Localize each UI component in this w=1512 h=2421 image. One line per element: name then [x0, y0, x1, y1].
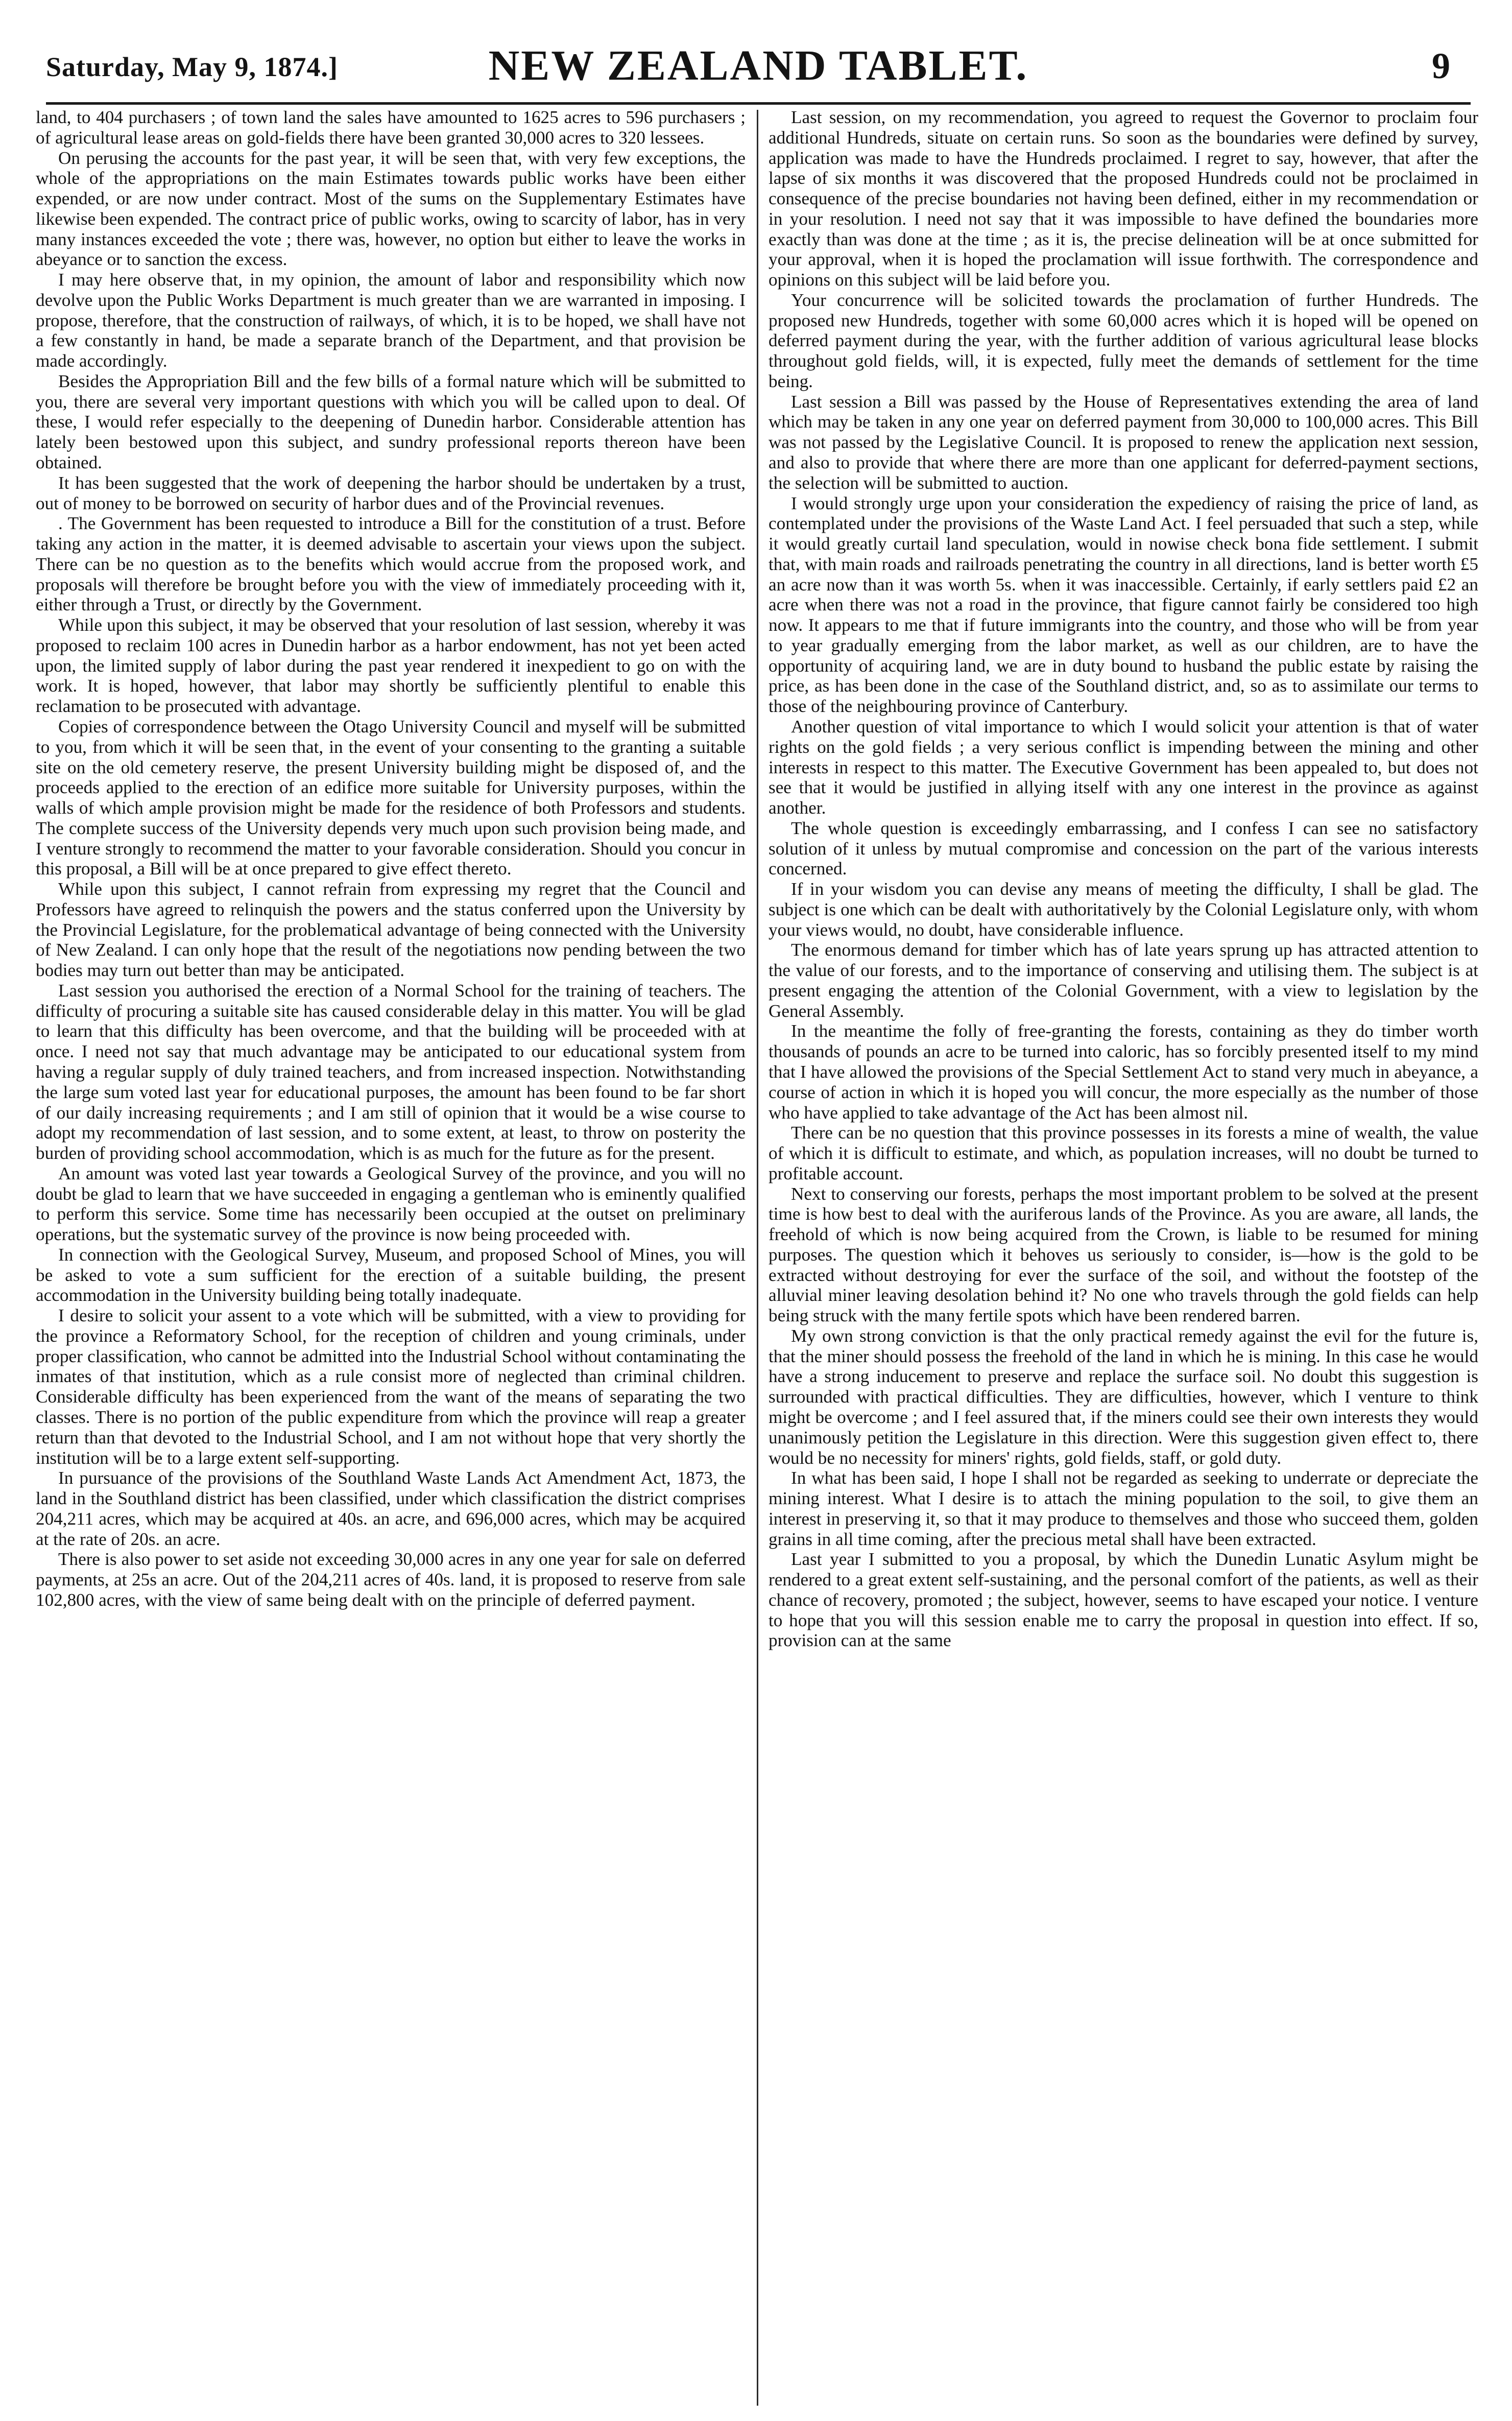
paragraph: Copies of correspondence between the Otago University Council and myself will be submitted to you, from which it will be seen that, in the event of your consenting to the granting a suitable site on the old cemetery reserve, the present University building might be disposed of, and the proceeds applied to the erection of an edifice more suitable for University purposes, within the walls of which ample provision might be made for the residence of both Professors and students. The complete success of the University depends very much upon such provision being made, and I venture strongly to recommend the matter to your favorable consideration. Should you concur in this proposal, a Bill will be at once prepared to give effect thereto.	[36, 716, 746, 879]
paragraph: In the meantime the folly of free-granting the forests, containing as they do timber worth thousands of pounds an acre to be turned into caloric, has so forcibly presented itself to my mind that I have allowed the provisions of the Special Settlement Act to stand very much in abeyance, a course of action in which it is hoped you will concur, the more especially as the number of those who have applied to take advantage of the Act has been almost nil.	[769, 1021, 1478, 1123]
paragraph: Last session you authorised the erection of a Normal School for the training of teachers. The difficulty of procuring a suitable site has caused considerable delay in this matter. You will be glad to learn that this difficulty has been overcome, and that the building will be proceeded with at once. I need not say that much advantage may be anticipated to our educational system from having a regular supply of duly trained teachers, and from increased inspection. Notwithstanding the large sum voted last year for educational purposes, the amount has been found to be far short of our daily increasing requirements ; and I am still of opinion that it would be a wise course to adopt my recommendation of last session, and to some extent, at least, to throw on posterity the burden of providing school accommodation, which is as much for the future as for the present.	[36, 980, 746, 1164]
paragraph: While upon this subject, I cannot refrain from expressing my regret that the Council and Professors have agreed to relinquish the powers and the status conferred upon the University by the Provincial Legislature, for the problematical advantage of being connected with the University of New Zealand. I can only hope that the result of the negotiations now pending between the two bodies may turn out better than may be anticipated.	[36, 879, 746, 981]
paragraph: There can be no question that this province possesses in its forests a mine of wealth, the value of which it is difficult to estimate, and which, as population increases, will no doubt be turned to profitable account.	[769, 1123, 1478, 1183]
paragraph: land, to 404 purchasers ; of town land the sales have amounted to 1625 acres to 596 purchasers ; of agricultural lease areas on gold-fields there have been granted 30,000 acres to 320 lessees.	[36, 107, 746, 148]
paragraph: While upon this subject, it may be observed that your resolution of last session, whereby it was proposed to reclaim 100 acres in Dunedin harbor as a harbor endowment, has not yet been acted upon, the limited supply of labor during the past year rendered it inexpedient to go on with the work. It is hoped, however, that labor may shortly be sufficiently plentiful to enable this reclamation to be prosecuted with advantage.	[36, 615, 746, 717]
page-number: 9	[1432, 45, 1450, 86]
paragraph: In connection with the Geological Survey, Museum, and proposed School of Mines, you will be asked to vote a sum sufficient for the erection of a suitable building, the present accommodation in the University building being totally inadequate.	[36, 1244, 746, 1306]
paragraph: I may here observe that, in my opinion, the amount of labor and responsibility which now devolve upon the Public Works Department is much greater than we are warranted in imposing. I propose, therefore, that the construction of railways, of which, it is to be hoped, we shall have not a few constantly in hand, be made a separate branch of the Department, and that provision be made accordingly.	[36, 270, 746, 371]
left-column	[36, 107, 746, 2406]
paragraph: I desire to solicit your assent to a vote which will be submitted, with a view to providing for the province a Reformatory School, for the reception of children and young criminals, under proper classification, who cannot be admitted into the Industrial School without contaminating the inmates of that institution, which as a rule consist more of neglected than criminal children. Considerable difficulty has been experienced from the want of the means of separating the two classes. There is no portion of the public expenditure from which the province will reap a greater return than that devoted to the Industrial School, and I am not without hope that very shortly the institution will be to a large extent self-supporting.	[36, 1306, 746, 1468]
paragraph: In what has been said, I hope I shall not be regarded as seeking to underrate or depreciate the mining interest. What I desire is to attach the mining population to the soil, to give them an interest in preserving it, so that it may produce to themselves and those who succeed them, golden grains in all time coming, after the precious metal shall have been extracted.	[769, 1468, 1478, 1549]
issue-date: Saturday, May 9, 1874.]	[46, 52, 339, 82]
paragraph: Last year I submitted to you a proposal, by which the Dunedin Lunatic Asylum might be rendered to a great extent self-sustaining, and the personal comfort of the patients, as well as their chance of recovery, promoted ; the subject, however, seems to have escaped your notice. I venture to hope that you will this session enable me to carry the proposal in question into effect. If so, provision can at the same	[769, 1549, 1478, 1651]
paragraph: Besides the Appropriation Bill and the few bills of a formal nature which will be submitted to you, there are several very important questions with which you will be called upon to deal. Of these, I would refer especially to the deepening of Dunedin harbor. Considerable attention has lately been bestowed upon this subject, and sundry professional reports thereon have been obtained.	[36, 371, 746, 473]
paragraph: There is also power to set aside not exceeding 30,000 acres in any one year for sale on deferred payments, at 25s an acre. Out of the 204,211 acres of 40s. land, it is proposed to reserve from sale 102,800 acres, with the view of same being dealt with on the principle of deferred payment.	[36, 1549, 746, 1610]
paragraph: Last session a Bill was passed by the House of Representatives extending the area of land which may be taken in any one year on deferred payment from 30,000 to 100,000 acres. This Bill was not passed by the Legislative Council. It is proposed to renew the application next session, and also to provide that where there are more than one applicant for deferred-payment sections, the selection will be submitted to auction.	[769, 391, 1478, 493]
paragraph: The enormous demand for timber which has of late years sprung up has attracted attention to the value of our forests, and to the importance of conserving and utilising them. The subject is at present engaging the attention of the Colonial Government, with a view to legislation by the General Assembly.	[769, 940, 1478, 1021]
paragraph: An amount was voted last year towards a Geological Survey of the province, and you will no doubt be glad to learn that we have succeeded in engaging a gentleman who is eminently qualified to perform this service. Some time has necessarily been occupied at the outset on preliminary operations, but the systematic survey of the province is now being proceeded with.	[36, 1163, 746, 1245]
column-divider	[757, 110, 758, 2406]
newspaper-title: NEW ZEALAND TABLET.	[488, 42, 1028, 89]
right-column	[769, 107, 1478, 2406]
masthead	[46, 36, 1471, 105]
paragraph: I would strongly urge upon your consideration the expediency of raising the price of land, as contemplated under the provisions of the Waste Land Act. I feel persuaded that such a step, while it would greatly curtail land speculation, would in nowise check bona fide settlement. I submit that, with main roads and railroads penetrating the country in all directions, land is better worth £5 an acre now than it was worth 5s. when it was inaccessible. Certainly, if early settlers paid £2 an acre when there was not a road in the province, that figure cannot fairly be considered too high now. It appears to me that if future immigrants into the country, and those who will be from year to year gradually emerging from the labor market, as well as our children, are to have the opportunity of acquiring land, we are in duty bound to husband the public estate by raising the price, as has been done in the case of the Southland district, and, so as to assimilate our terms to those of the neighbouring province of Canterbury.	[769, 493, 1478, 717]
paragraph: Next to conserving our forests, perhaps the most important problem to be solved at the present time is how best to deal with the auriferous lands of the Province. As you are aware, all lands, the freehold of which is now being acquired from the Crown, is liable to be resumed for mining purposes. The question which it behoves us seriously to consider, is—how is the gold to be extracted without destroying for ever the surface of the soil, and without the footstep of the alluvial miner leaving desolation behind it? No one who travels through the gold fields can help being struck with the many fertile spots which have been rendered barren.	[769, 1183, 1478, 1326]
paragraph: If in your wisdom you can devise any means of meeting the difficulty, I shall be glad. The subject is one which can be dealt with authoritatively by the Colonial Legislature only, with whom your views would, no doubt, have considerable influence.	[769, 879, 1478, 940]
paragraph: . The Government has been requested to introduce a Bill for the constitution of a trust. Before taking any action in the matter, it is deemed advisable to ascertain your views upon the subject. There can be no question as to the benefits which would accrue from the proposed work, and proposals will therefore be brought before you with the view of immediately proceeding with it, either through a Trust, or directly by the Government.	[36, 513, 746, 615]
paragraph: In pursuance of the provisions of the Southland Waste Lands Act Amendment Act, 1873, the land in the Southland district has been classified, under which classification the district comprises 204,211 acres, which may be acquired at 40s. an acre, and 696,000 acres, which may be acquired at the rate of 20s. an acre.	[36, 1468, 746, 1549]
paragraph: Another question of vital importance to which I would solicit your attention is that of water rights on the gold fields ; a very serious conflict is impending between the mining and other interests in respect to this matter. The Executive Government has been appealed to, but does not see that it would be justified in allying itself with any one interest in the province as against another.	[769, 716, 1478, 818]
paragraph: Last session, on my recommendation, you agreed to request the Governor to proclaim four additional Hundreds, situate on certain runs. So soon as the boundaries were defined by survey, application was made to have the Hundreds proclaimed. I regret to say, however, that after the lapse of six months it was discovered that the proposed Hundreds could not be proclaimed in consequence of the precise boundaries not having been defined, either in my recommendation or in your resolution. I need not say that it was impossible to have defined the boundaries more exactly than was done at the time ; as it is, the precise delineation will be at once submitted for your approval, when it is hoped the proclamation will issue forthwith. The correspondence and opinions on this subject will be laid before you.	[769, 107, 1478, 290]
paragraph: It has been suggested that the work of deepening the harbor should be undertaken by a trust, out of money to be borrowed on security of harbor dues and of the Provincial revenues.	[36, 472, 746, 513]
paragraph: Your concurrence will be solicited towards the proclamation of further Hundreds. The proposed new Hundreds, together with some 60,000 acres which it is hoped will be opened on deferred payment during the year, with the further addition of various agricultural lease blocks throughout gold fields, will, it is expected, fully meet the demands of settlement for the time being.	[769, 290, 1478, 391]
paragraph: The whole question is exceedingly embarrassing, and I confess I can see no satisfactory solution of it unless by mutual compromise and concession on the part of the various interests concerned.	[769, 818, 1478, 879]
paragraph: On perusing the accounts for the past year, it will be seen that, with very few exceptions, the whole of the appropriations on the main Estimates towards public works have been either expended, or are now under contract. Most of the sums on the Supplementary Estimates have likewise been expended. The contract price of public works, owing to scarcity of labor, has in very many instances exceeded the vote ; there was, however, no option but either to leave the works in abeyance or to sanction the excess.	[36, 148, 746, 270]
paragraph: My own strong conviction is that the only practical remedy against the evil for the future is, that the miner should possess the freehold of the land in which he is mining. In this case he would have a strong inducement to preserve and replace the surface soil. No doubt this suggestion is surrounded with practical difficulties. They are difficulties, however, which I venture to think might be overcome ; and I feel assured that, if the miners could see their own interests they would unanimously petition the Legislature in this direction. Were this suggestion given effect to, there would be no necessity for miners' rights, gold fields, staff, or gold duty.	[769, 1325, 1478, 1468]
